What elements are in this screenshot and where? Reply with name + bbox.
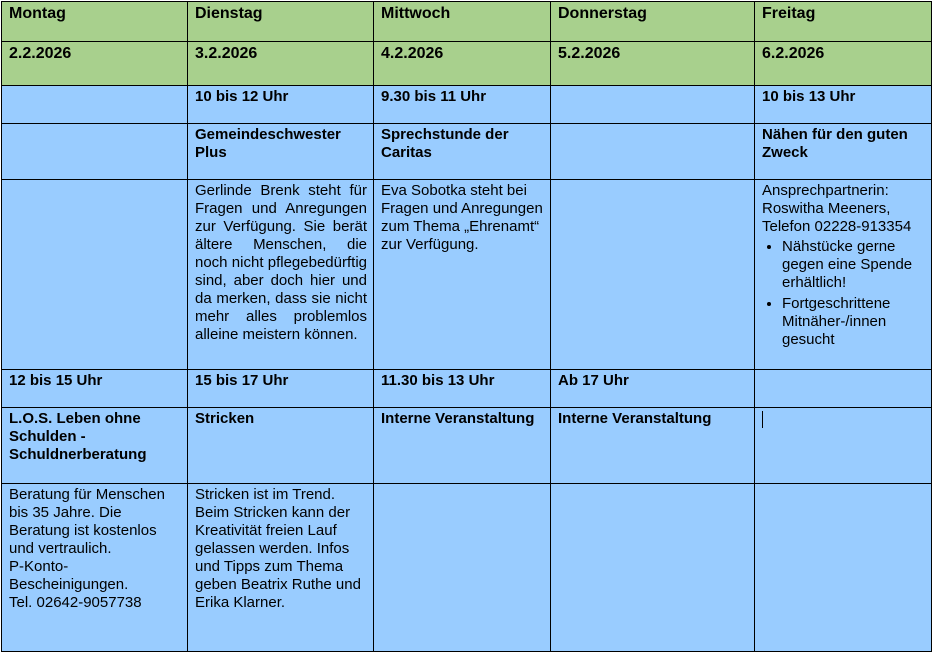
- title-thursday-1: [551, 124, 755, 180]
- desc-thursday-2: [551, 484, 755, 652]
- day-thursday: Donnerstag: [551, 2, 755, 42]
- title-tuesday-1: Gemeindeschwester Plus: [188, 124, 374, 180]
- time-tuesday-2: 15 bis 17 Uhr: [188, 370, 374, 408]
- desc-monday-2: [2, 484, 188, 652]
- time-monday-2: 12 bis 15 Uhr: [2, 370, 188, 408]
- weekly-schedule-table: [1, 1, 932, 652]
- schuldnerberatung-phone: Tel. 02642-9057738: [9, 594, 142, 611]
- description-row-1: [2, 180, 932, 370]
- time-friday-2: [755, 370, 932, 408]
- description-row-2: [2, 484, 932, 652]
- title-monday-1: [2, 124, 188, 180]
- desc-monday-1: [2, 180, 188, 370]
- title-row-2: [2, 408, 932, 484]
- date-tuesday: 3.2.2026: [188, 42, 374, 86]
- desc-wednesday-1: [374, 180, 551, 370]
- desc-tuesday-1: [188, 180, 374, 370]
- title-friday-2[interactable]: [755, 408, 932, 484]
- time-thursday-2: Ab 17 Uhr: [551, 370, 755, 408]
- stricken-description: Stricken ist im Trend. Beim Stricken kann der Kreativität freien Lauf gelassen werden. Infos und Tipps zum Thema geben Beatrix Ruthe und Erika Klarner.: [195, 486, 361, 611]
- desc-thursday-1: [551, 180, 755, 370]
- day-friday: Freitag: [755, 2, 932, 42]
- desc-tuesday-2: [188, 484, 374, 652]
- time-wednesday-1: 9.30 bis 11 Uhr: [374, 86, 551, 124]
- text-cursor: [762, 411, 763, 428]
- date-thursday: 5.2.2026: [551, 42, 755, 86]
- desc-friday-1: [755, 180, 932, 370]
- title-thursday-2: Interne Veranstaltung: [551, 408, 755, 484]
- date-wednesday: 4.2.2026: [374, 42, 551, 86]
- desc-friday-2: [755, 484, 932, 652]
- title-monday-2: L.O.S. Leben ohne Schulden - Schuldnerberatung: [2, 408, 188, 484]
- title-wednesday-2: Interne Veranstaltung: [374, 408, 551, 484]
- time-row-1: [2, 86, 932, 124]
- naehen-contact: Ansprechpartnerin: Roswitha Meeners, Telefon 02228-913354: [762, 182, 912, 235]
- title-wednesday-1: Sprechstunde der Caritas: [374, 124, 551, 180]
- schuldnerberatung-extra: P-Konto-Bescheinigungen.: [9, 558, 129, 593]
- desc-wednesday-2: [374, 484, 551, 652]
- day-monday: Montag: [2, 2, 188, 42]
- time-wednesday-2: 11.30 bis 13 Uhr: [374, 370, 551, 408]
- weekday-row: [2, 2, 932, 42]
- gemeindeschwester-description: Gerlinde Brenk steht für Fragen und Anregungen zur Verfügung. Sie berät ältere Menschen, die noch nicht pflegebedürftig sind, aber doch hier und da merken, dass sie nicht mehr alles problemlos alleine meistern können.: [195, 182, 367, 343]
- title-row-1: [2, 124, 932, 180]
- title-tuesday-2: Stricken: [188, 408, 374, 484]
- title-friday-1: Nähen für den guten Zweck: [755, 124, 932, 180]
- caritas-description: Eva Sobotka steht bei Fragen und Anregungen zum Thema „Ehrenamt“ zur Verfügung.: [381, 182, 543, 253]
- date-row: [2, 42, 932, 86]
- time-friday-1: 10 bis 13 Uhr: [755, 86, 932, 124]
- time-thursday-1: [551, 86, 755, 124]
- date-monday: 2.2.2026: [2, 42, 188, 86]
- naehen-bullet: • Nähstücke gerne gegen eine Spende erhältlich!: [782, 238, 925, 292]
- time-tuesday-1: 10 bis 12 Uhr: [188, 86, 374, 124]
- naehen-bullet-list: [762, 238, 925, 349]
- day-wednesday: Mittwoch: [374, 2, 551, 42]
- date-friday: 6.2.2026: [755, 42, 932, 86]
- time-row-2: [2, 370, 932, 408]
- naehen-bullet: • Fortgeschrittene Mitnäher-/innen gesucht: [782, 295, 925, 349]
- time-monday-1: [2, 86, 188, 124]
- day-tuesday: Dienstag: [188, 2, 374, 42]
- schuldnerberatung-description: Beratung für Menschen bis 35 Jahre. Die Beratung ist kostenlos und vertraulich.: [9, 486, 165, 557]
